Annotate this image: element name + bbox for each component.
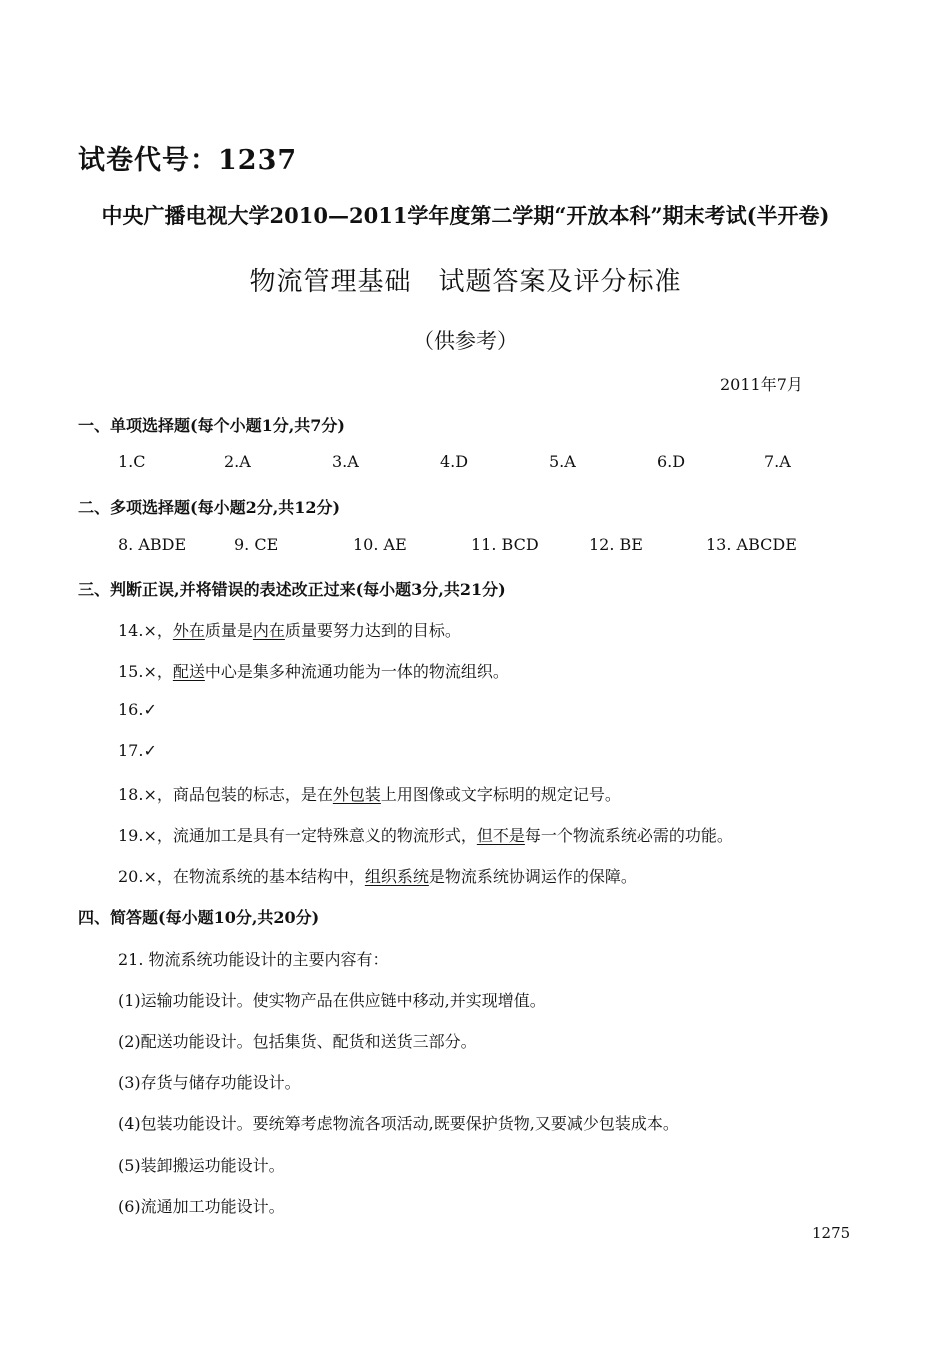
answer-9: 9. CE <box>234 535 279 554</box>
section1-heading: 一、单项选择题(每个小题1分,共7分) <box>78 416 345 435</box>
answer-21-point-4: (4)包装功能设计。要统筹考虑物流各项活动,既要保护货物,又要减少包装成本。 <box>118 1114 679 1133</box>
answer-4: 4.D <box>440 452 469 471</box>
answer-8: 8. ABDE <box>118 535 187 554</box>
answer-14 <box>118 618 461 641</box>
answer-20-prefix: 20.×，在物流系统的基本结构中， <box>118 867 365 886</box>
answer-14-prefix: 14.×， <box>118 621 173 640</box>
answer-5: 5.A <box>549 452 576 471</box>
underlined-term: 外包装 <box>332 785 381 804</box>
answer-3: 3.A <box>332 452 359 471</box>
answer-12: 12. BE <box>589 535 643 554</box>
underlined-term: 配送 <box>172 662 205 681</box>
answer-21-point-5: (5)装卸搬运功能设计。 <box>118 1156 285 1175</box>
subject-title: 物流管理基础 试题答案及评分标准 <box>249 267 682 297</box>
underlined-term: 外在 <box>172 621 205 640</box>
page-number: 1275 <box>812 1224 851 1242</box>
answer-18-prefix: 18.×，商品包装的标志，是在 <box>118 785 333 804</box>
underlined-term: 内在 <box>252 621 285 640</box>
answer-20 <box>118 864 637 887</box>
answer-16: 16.✓ <box>118 700 157 719</box>
answer-21-point-3: (3)存货与储存功能设计。 <box>118 1073 301 1092</box>
answer-7: 7.A <box>764 452 791 471</box>
answer-11: 11. BCD <box>471 535 539 554</box>
answer-18 <box>118 782 621 805</box>
section4-heading: 四、简答题(每小题10分,共20分) <box>78 908 320 927</box>
answer-13: 13. ABCDE <box>706 535 797 554</box>
answer-14-middle: 质量是 <box>204 621 253 640</box>
answer-19 <box>118 823 733 846</box>
section2-heading: 二、多项选择题(每小题2分,共12分) <box>78 498 341 517</box>
answer-19-prefix: 19.×，流通加工是具有一定特殊意义的物流形式， <box>118 826 477 845</box>
answer-10: 10. AE <box>353 535 407 554</box>
exam-title: 中央广播电视大学2010—2011学年度第二学期“开放本科”期末考试(半开卷) <box>101 203 830 228</box>
answer-14-suffix: 质量要努力达到的目标。 <box>284 621 461 640</box>
answer-17: 17.✓ <box>118 741 157 760</box>
answer-15-prefix: 15.×， <box>118 662 173 681</box>
answer-1: 1.C <box>118 452 146 471</box>
section3-heading: 三、判断正误,并将错误的表述改正过来(每小题3分,共21分) <box>78 580 506 599</box>
answer-2: 2.A <box>224 452 251 471</box>
answer-20-suffix: 是物流系统协调运作的保障。 <box>428 867 637 886</box>
answer-21-intro: 21. 物流系统功能设计的主要内容有： <box>118 950 389 969</box>
exam-code-label: 试卷代号：1237 <box>78 145 298 176</box>
answer-18-suffix: 上用图像或文字标明的规定记号。 <box>380 785 621 804</box>
exam-date: 2011年7月 <box>720 375 803 394</box>
underlined-term: 组织系统 <box>364 867 429 886</box>
answer-19-suffix: 每一个物流系统必需的功能。 <box>524 826 733 845</box>
reference-note: （供参考） <box>413 329 518 353</box>
answer-6: 6.D <box>657 452 686 471</box>
answer-21-point-2: (2)配送功能设计。包括集货、配货和送货三部分。 <box>118 1032 477 1051</box>
answer-21-point-6: (6)流通加工功能设计。 <box>118 1197 285 1216</box>
answer-15-suffix: 中心是集多种流通功能为一体的物流组织。 <box>204 662 509 681</box>
answer-15 <box>118 659 509 682</box>
answer-21-point-1: (1)运输功能设计。使实物产品在供应链中移动,并实现增值。 <box>118 991 546 1010</box>
underlined-term: 但不是 <box>476 826 525 845</box>
